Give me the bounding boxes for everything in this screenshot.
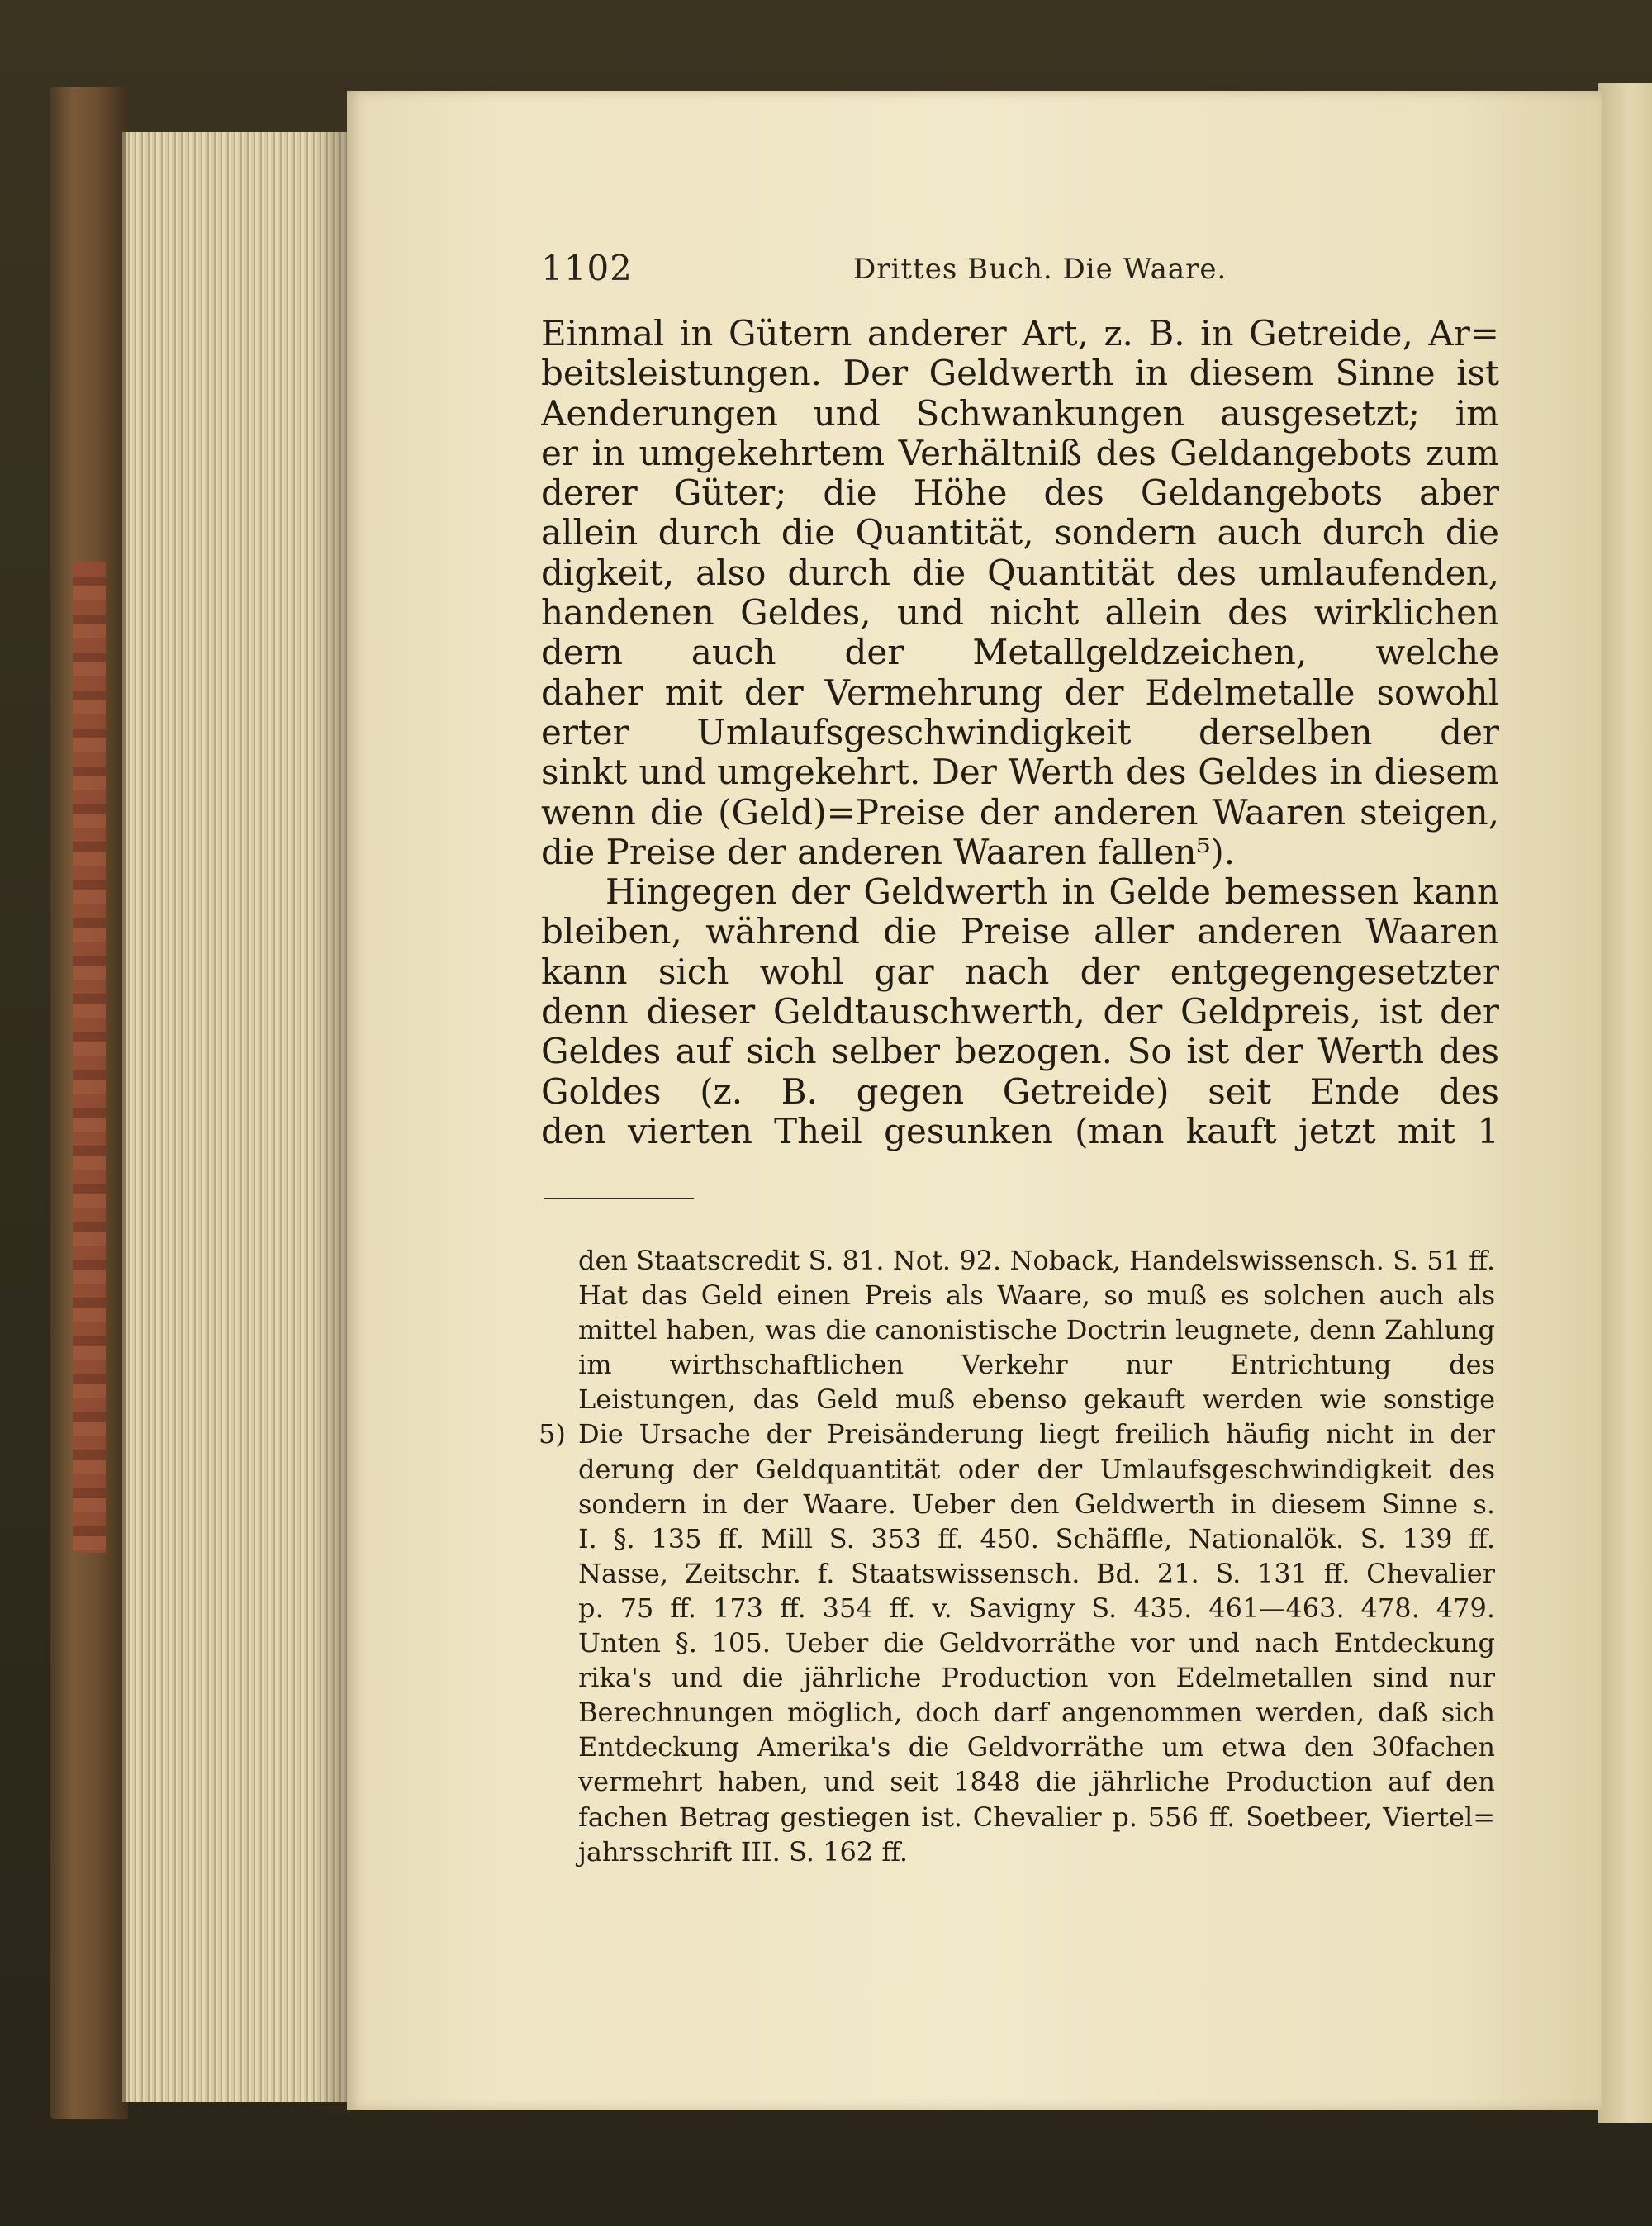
text-line: kann sich wohl gar nach der entgegengesetzter	[541, 952, 1499, 992]
page-header	[541, 248, 1491, 293]
text-line: erter Umlaufsgeschwindigkeit derselben der	[541, 712, 1499, 752]
text-line: die Preise der anderen Waaren fallen⁵).	[541, 831, 1236, 872]
footnote-line: Leistungen, das Geld muß ebenso gekauft werden wie sonstige	[578, 1384, 1495, 1416]
text-line: dern auch der Metallgeldzeichen, welche	[541, 633, 1499, 673]
main-text	[541, 314, 1499, 1151]
footnote-line: jahrsschrift III. S. 162 ff.	[578, 1835, 909, 1868]
text-line: denn dieser Geldtauschwerth, der Geldpreis, ist der	[541, 992, 1499, 1032]
footnote-line: fachen Betrag gestiegen ist. Chevalier p. 556 ff. Soetbeer, Viertel=	[578, 1801, 1495, 1833]
text-line: den vierten Theil gesunken (man kauft jetzt mit 1	[541, 1111, 1499, 1151]
text-line: Goldes (z. B. gegen Getreide) seit Ende des	[541, 1071, 1499, 1112]
footnote-5	[539, 1417, 1495, 1451]
footnote-line: rika's und die jährliche Production von Edelmetallen sind nur	[578, 1662, 1495, 1694]
footnote-line: den Staatscredit S. 81. Not. 92. Noback, Handelswissensch. S. 51 ff.	[578, 1245, 1495, 1276]
footnote-line: im wirthschaftlichen Verkehr nur Entrichtung des	[578, 1349, 1495, 1381]
text-line: wenn die (Geld)=Preise der anderen Waaren steigen,	[541, 792, 1499, 833]
text-line: daher mit der Vermehrung der Edelmetalle sowohl	[541, 672, 1499, 713]
footnote-marker: 5)	[539, 1418, 566, 1450]
facing-page-sliver	[1598, 83, 1652, 2123]
footnote-line: Nasse, Zeitschr. f. Staatswissensch. Bd. 21. S. 131 ff. Chevalier	[578, 1557, 1495, 1589]
text-line: er in umgekehrtem Verhältniß des Geldangebots zum	[541, 433, 1499, 473]
footnote-line: I. §. 135 ff. Mill S. 353 ff. 450. Schäffle, Nationalök. S. 139 ff.	[578, 1522, 1495, 1554]
gutter-shadow	[314, 99, 351, 2114]
footnote-line: mittel haben, was die canonistische Doctrin leugnete, denn Zahlung	[578, 1314, 1495, 1346]
footnote-line: vermehrt haben, und seit 1848 die jährliche Production auf den	[578, 1766, 1495, 1798]
footnote-rule	[544, 1198, 694, 1199]
footnote-line: Die Ursache der Preisänderung liegt freilich häufig nicht in der	[578, 1418, 1495, 1450]
text-line: sinkt und umgekehrt. Der Werth des Geldes in diesem	[541, 752, 1499, 793]
text-line: Aenderungen und Schwankungen ausgesetzt; im	[541, 393, 1499, 434]
footnote-line: Hat das Geld einen Preis als Waare, so muß es solchen auch als	[578, 1279, 1495, 1312]
text-line: allein durch die Quantität, sondern auch durch die	[541, 513, 1499, 553]
page-number: 1102	[541, 248, 633, 288]
footnote-line: Berechnungen möglich, doch darf angenommen werden, daß sich	[578, 1697, 1495, 1729]
text-line: derer Güter; die Höhe des Geldangebots aber	[541, 473, 1499, 514]
text-line: digkeit, also durch die Quantität des umlaufenden,	[541, 553, 1499, 593]
running-head: Drittes Buch. Die Waare.	[853, 253, 1227, 286]
text-line: Einmal in Gütern anderer Art, z. B. in Getreide, Ar=	[541, 314, 1499, 354]
paragraph-start-line: Hingegen der Geldwerth in Gelde bemessen kann	[605, 872, 1499, 913]
footnote-line: Unten §. 105. Ueber die Geldvorräthe vor und nach Entdeckung	[578, 1627, 1495, 1659]
footnotes	[539, 1243, 1495, 1869]
footnote-line: p. 75 ff. 173 ff. 354 ff. v. Savigny S. 435. 461—463. 478. 479.	[578, 1592, 1495, 1624]
text-line: bleiben, während die Preise aller anderen Waaren	[541, 912, 1499, 952]
cover-marbling	[73, 562, 106, 1553]
footnote-line: derung der Geldquantität oder der Umlaufsgeschwindigkeit des	[578, 1453, 1495, 1485]
text-line: Geldes auf sich selber bezogen. So ist der Werth des	[541, 1032, 1499, 1072]
footnote-line: Entdeckung Amerika's die Geldvorräthe um etwa den 30fachen	[578, 1731, 1495, 1763]
footnote-line: sondern in der Waare. Ueber den Geldwerth in diesem Sinne s.	[578, 1488, 1495, 1520]
text-line: beitsleistungen. Der Geldwerth in diesem Sinne ist	[541, 354, 1499, 394]
text-line: handenen Geldes, und nicht allein des wirklichen	[541, 593, 1499, 634]
